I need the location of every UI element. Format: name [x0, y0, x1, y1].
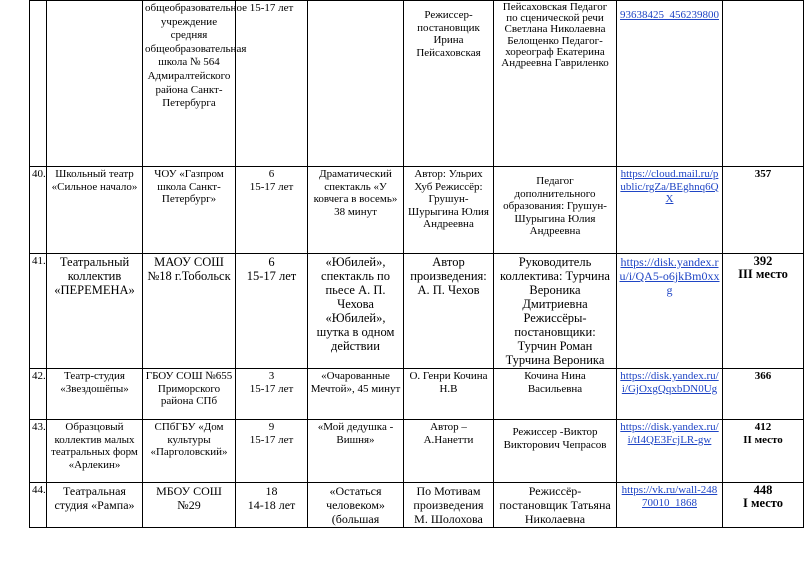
institution: МБОУ СОШ №29 — [143, 483, 236, 528]
place: I место — [743, 495, 783, 510]
institution: ЧОУ «Газпром школа Санкт-Петербург» — [143, 167, 236, 254]
score: 412 — [754, 421, 772, 433]
institution: общеобразовательное учреждение средняя общеобразовательная школа № 564 Адмиралтейского района Санкт-Петербурга — [143, 1, 236, 167]
author-director: Автор – А.Нанетти — [404, 420, 494, 483]
performance: «Остаться человеком» (большая — [308, 483, 404, 528]
score-cell — [723, 483, 804, 528]
performance — [308, 1, 404, 167]
leaders: Руководитель коллектива: Турчина Вероника Дмитриевна Режиссёры-постановщики: Турчин Роман Турчина Вероника — [494, 254, 617, 369]
author-director: Режиссер-постановщик Ирина Пейсаховская — [404, 1, 494, 167]
table-row — [30, 420, 804, 483]
leaders: Кочина Нина Васильевна — [494, 369, 617, 420]
leaders: Режиссёр-постановщик Татьяна Николаевна — [494, 483, 617, 528]
institution: ГБОУ СОШ №655 Приморского района СПб — [143, 369, 236, 420]
participants: 15-17 лет — [236, 1, 308, 167]
video-link[interactable]: https://cloud.mail.ru/public/rgZa/BEghnq6QX — [617, 167, 723, 254]
performance: Драматический спектакль «У ковчега в восемь» 38 минут — [308, 167, 404, 254]
performance: «Юбилей», спектакль по пьесе А. П. Чехова «Юбилей», шутка в одном действии — [308, 254, 404, 369]
table-row — [30, 254, 804, 369]
participants-table — [29, 0, 804, 528]
video-link[interactable]: https://disk.yandex.ru/i/GjOxgQqxbDN0Ug — [617, 369, 723, 420]
table-row — [30, 369, 804, 420]
row-number: 42. — [30, 369, 47, 420]
video-link[interactable]: https://disk.yandex.ru/i/QA5-o6jkBm0xxg — [617, 254, 723, 369]
leaders: Пейсаховская Педагог по сценической речи Светлана Николаевна Белощенко Педагог-хореограф Екатерина Андреевна Гавриленко — [494, 1, 617, 167]
table-row — [30, 483, 804, 528]
collective-name: Образцовый коллектив малых театральных форм «Арлекин» — [47, 420, 143, 483]
score-cell — [723, 167, 804, 254]
row-number: 41. — [30, 254, 47, 369]
table-row — [30, 1, 804, 167]
collective-name: Театр-студия «Звездошёпы» — [47, 369, 143, 420]
score-cell — [723, 254, 804, 369]
score: 392 — [753, 254, 773, 268]
collective-name: Театральный коллектив «ПЕРЕМЕНА» — [47, 254, 143, 369]
collective-name: Театральная студия «Рампа» — [47, 483, 143, 528]
participants: 6 15-17 лет — [236, 167, 308, 254]
place: II место — [743, 433, 783, 446]
row-number: 43. — [30, 420, 47, 483]
row-number: 40. — [30, 167, 47, 254]
author-director: Автор произведения: А. П. Чехов — [404, 254, 494, 369]
participants: 18 14-18 лет — [236, 483, 308, 528]
performance: «Мой дедушка - Вишня» — [308, 420, 404, 483]
institution: МАОУ СОШ №18 г.Тобольск — [143, 254, 236, 369]
leaders: Педагог дополнительного образования: Грушун-Шурыгина Юлия Андреевна — [494, 167, 617, 254]
collective-name: Школьный театр «Сильное начало» — [47, 167, 143, 254]
leaders: Режиссер -Виктор Викторович Чепрасов — [494, 420, 617, 483]
score: 357 — [754, 168, 772, 180]
video-link[interactable]: 93638425_456239800 — [617, 1, 723, 167]
row-number: 44. — [30, 483, 47, 528]
performance: «Очарованные Мечтой», 45 минут — [308, 369, 404, 420]
participants: 3 15-17 лет — [236, 369, 308, 420]
author-director: О. Генри Кочина Н.В — [404, 369, 494, 420]
score: 366 — [754, 370, 772, 382]
author-director: По Мотивам произведения М. Шолохова — [404, 483, 494, 528]
table-row — [30, 167, 804, 254]
collective-name — [47, 1, 143, 167]
author-director: Автор: Ульрих Хуб Режиссёр: Грушун-Шурыгина Юлия Андреевна — [404, 167, 494, 254]
participants: 9 15-17 лет — [236, 420, 308, 483]
score: 448 — [753, 483, 773, 497]
score-cell — [723, 1, 804, 167]
score-cell — [723, 369, 804, 420]
video-link[interactable]: https://vk.ru/wall-24870010_1868 — [617, 483, 723, 528]
place: III место — [738, 266, 788, 281]
participants: 6 15-17 лет — [236, 254, 308, 369]
institution: СПбГБУ «Дом культуры «Парголовский» — [143, 420, 236, 483]
score-cell — [723, 420, 804, 483]
row-number — [30, 1, 47, 167]
video-link[interactable]: https://disk.yandex.ru/i/tI4QE3FcjLR-gw — [617, 420, 723, 483]
